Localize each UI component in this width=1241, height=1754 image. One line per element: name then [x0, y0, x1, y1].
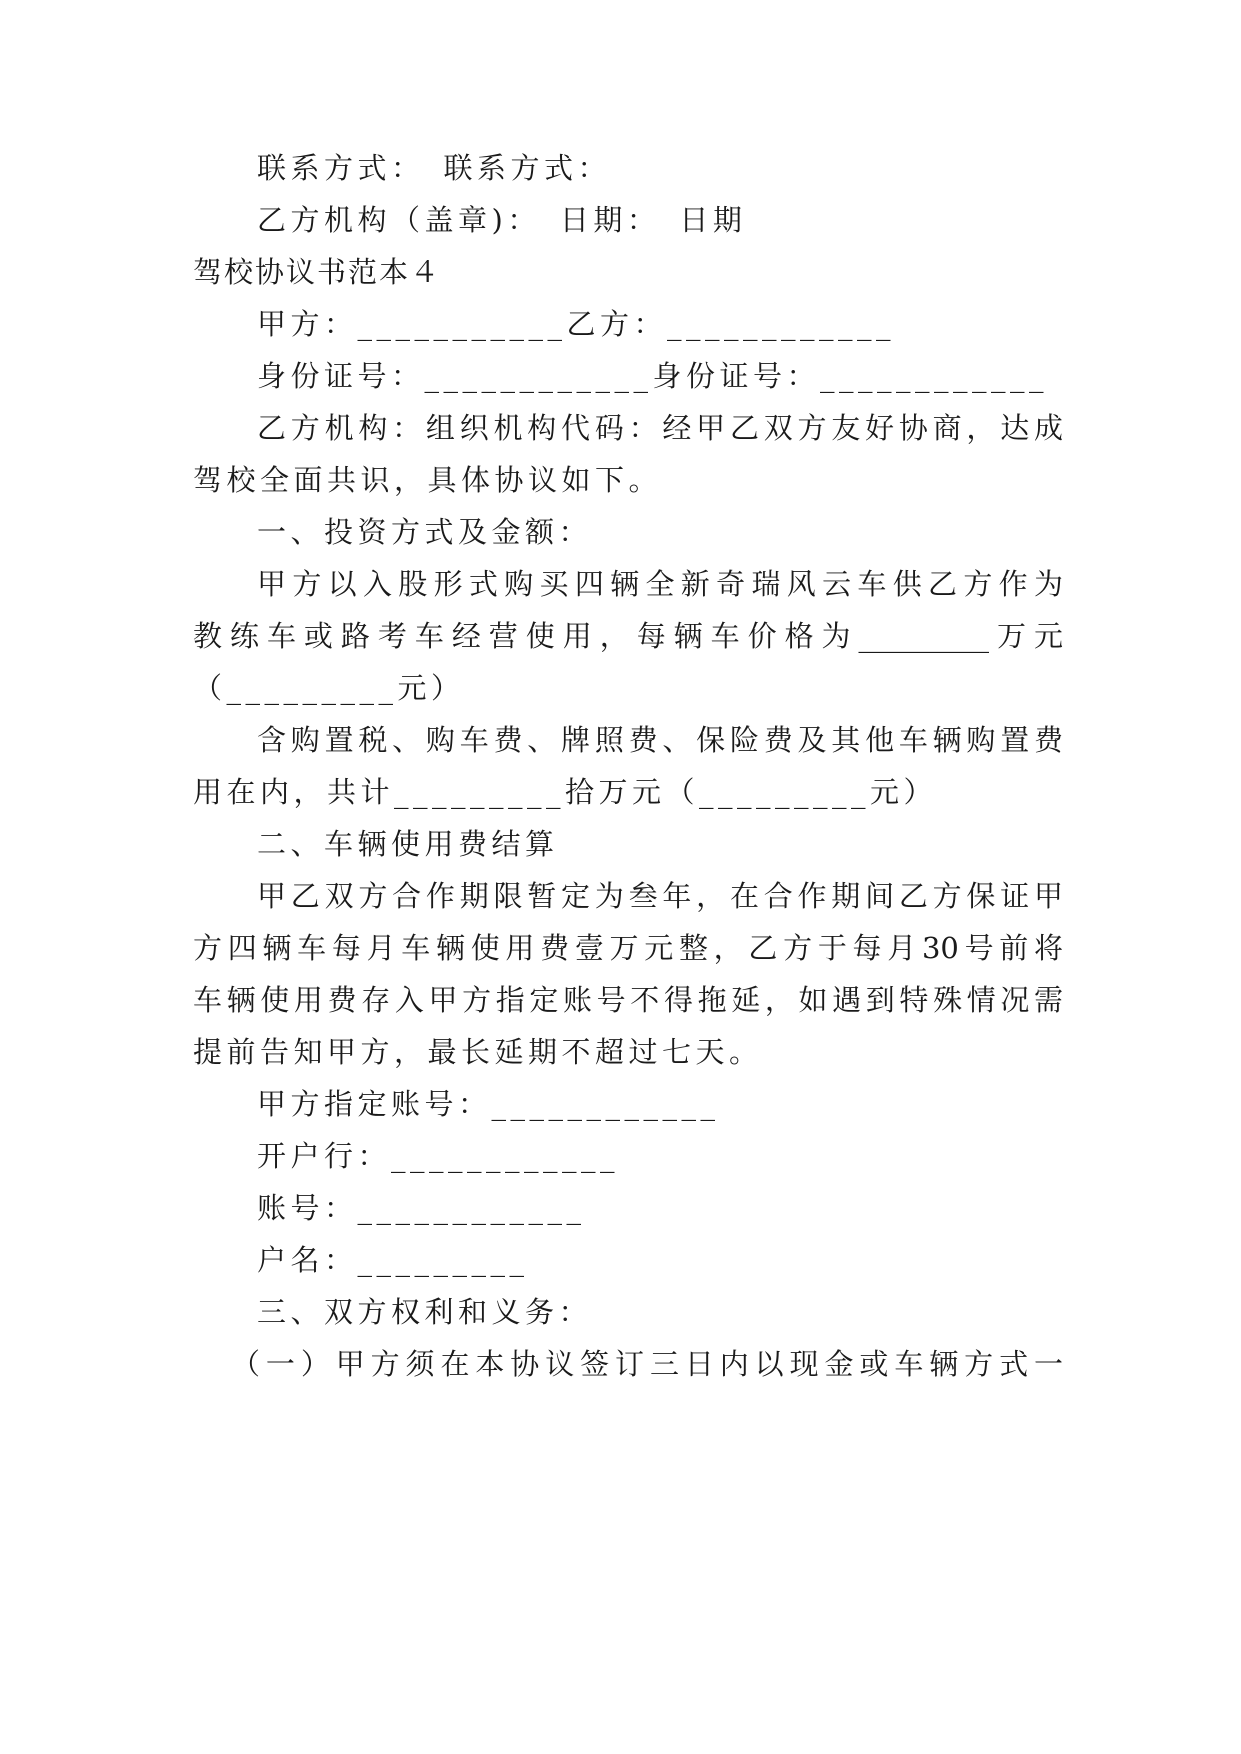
paragraph-line: （一）甲方须在本协议签订三日内以现金或车辆方式一 — [231, 1347, 1063, 1381]
contact-line: 联系方式： 联系方式： — [257, 151, 612, 185]
paragraph-line: 车辆使用费存入甲方指定账号不得拖延，如遇到特殊情况需 — [193, 983, 1063, 1017]
paragraph-line: 甲乙双方合作期限暂定为叁年，在合作期间乙方保证甲 — [257, 879, 1063, 913]
paragraph-line: 方四辆车每月车辆使用费壹万元整，乙方于每月30号前将 — [193, 931, 1063, 965]
party-names-line: 甲方：___________乙方：____________ — [257, 307, 896, 341]
section-title: 驾校协议书范本４ — [193, 255, 442, 289]
paragraph-line: 提前告知甲方，最长延期不超过七天。 — [193, 1035, 763, 1069]
paragraph-line: （_________元） — [193, 671, 465, 705]
id-number-line: 身份证号：____________身份证号：____________ — [257, 359, 1049, 393]
bank-line: 开户行：____________ — [257, 1139, 620, 1173]
account-name-line: 户名：_________ — [257, 1243, 529, 1277]
paragraph-line: 含购置税、购车费、牌照费、保险费及其他车辆购置费 — [257, 723, 1063, 757]
account-designated-line: 甲方指定账号：____________ — [257, 1087, 720, 1121]
paragraph-line: 驾校全面共识，具体协议如下。 — [193, 463, 663, 497]
clause-heading: 二、车辆使用费结算 — [257, 827, 559, 861]
paragraph-line: 甲方以入股形式购买四辆全新奇瑞风云车供乙方作为 — [257, 567, 1063, 601]
party-b-seal-line: 乙方机构（盖章)： 日期： 日期 — [257, 203, 747, 237]
paragraph-line: 用在内，共计_________拾万元（_________元） — [193, 775, 938, 809]
account-number-line: 账号：____________ — [257, 1191, 586, 1225]
clause-heading: 一、投资方式及金额： — [257, 515, 593, 549]
paragraph-line: 教练车或路考车经营使用，每辆车价格为_________万元 — [193, 619, 1063, 653]
paragraph-line: 乙方机构：组织机构代码：经甲乙双方友好协商，达成 — [257, 411, 1063, 445]
clause-heading: 三、双方权利和义务： — [257, 1295, 593, 1329]
